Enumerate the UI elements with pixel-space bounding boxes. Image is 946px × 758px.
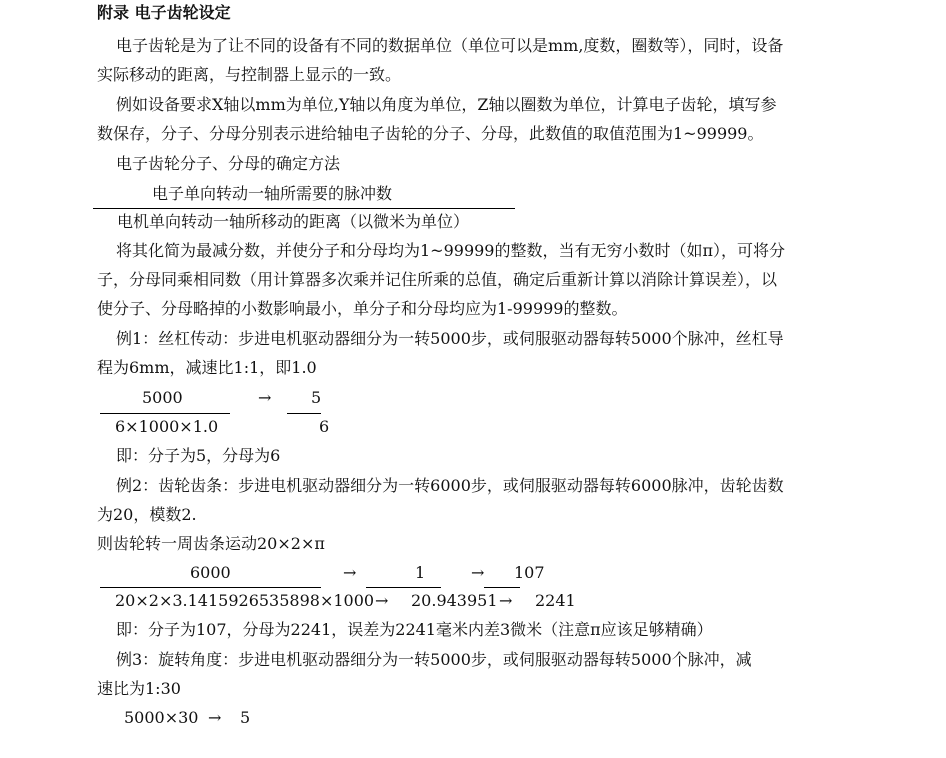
ex3-result-numerator: 5	[240, 708, 251, 727]
formula-numerator: 电子单向转动一轴所需要的脉冲数	[152, 184, 393, 203]
formula-denominator: 电机单向转动一轴所移动的距离（以微米为单位）	[117, 212, 470, 231]
ex1-arrow: →	[258, 388, 272, 407]
simplify-line-2: 子，分母同乘相同数（用计算器多次乘并记住所乘的总值，确定后重新计算以消除计算误差），以	[97, 270, 778, 289]
ex2-arrow-1b: →	[375, 591, 389, 610]
ex1-denominator: 6×1000×1.0	[115, 417, 219, 436]
ex2-mid-denominator: 20.943951	[411, 591, 498, 610]
ex2-numerator: 6000	[190, 563, 231, 582]
ex1-fraction-bar	[100, 413, 230, 414]
ex2-travel-line: 则齿轮转一周齿条运动20×2×π	[97, 534, 325, 553]
example-req-line-2: 数保存，分子、分母分别表示进给轴电子齿轮的分子、分母，此数值的取值范围为1~99999。	[97, 124, 764, 143]
ex2-arrow-2: →	[471, 563, 485, 582]
simplify-line-3: 使分子、分母略掉的小数影响最小，单分子和分母均应为1-99999的整数。	[97, 299, 628, 318]
ex2-result: 即：分子为107，分母为2241，误差为2241毫米内差3微米（注意π应该足够精确）	[116, 620, 713, 639]
simplify-line-1: 将其化简为最减分数，并使分子和分母均为1~99999的整数，当有无穷小数时（如π），可将分	[116, 241, 786, 260]
ex2-text-line-1: 例2：齿轮齿条：步进电机驱动器细分为一转6000步，或伺服驱动器每转6000脉冲，齿轮齿数	[116, 476, 784, 495]
formula-fraction-bar	[93, 208, 515, 209]
method-heading: 电子齿轮分子、分母的确定方法	[116, 154, 341, 173]
ex2-result-numerator: 107	[514, 563, 545, 582]
page-title: 附录 电子齿轮设定	[97, 3, 231, 22]
ex3-text-line-2: 速比为1:30	[97, 679, 181, 698]
ex2-denominator: 20×2×3.1415926535898×1000	[115, 591, 375, 610]
ex1-text-line-2: 程为6mm，减速比1:1，即1.0	[97, 358, 317, 377]
ex1-result-fraction-bar	[287, 413, 321, 414]
ex1-result-denominator: 6	[319, 417, 330, 436]
ex3-numerator: 5000×30	[124, 708, 199, 727]
ex2-arrow-2b: →	[499, 591, 513, 610]
ex2-result-denominator: 2241	[535, 591, 576, 610]
ex1-result: 即：分子为5，分母为6	[116, 446, 281, 465]
ex2-mid-fraction-bar	[366, 587, 441, 588]
ex2-result-fraction-bar	[484, 587, 520, 588]
ex2-text-line-2: 为20，模数2.	[97, 505, 197, 524]
ex3-arrow: →	[208, 708, 222, 727]
ex3-text-line-1: 例3：旋转角度：步进电机驱动器细分为一转5000步，或伺服驱动器每转5000个脉冲，减	[116, 650, 752, 669]
ex2-fraction-bar	[100, 587, 321, 588]
ex2-mid-numerator: 1	[415, 563, 426, 582]
example-req-line-1: 例如设备要求X轴以mm为单位,Y轴以角度为单位，Z轴以圈数为单位，计算电子齿轮，填写参	[116, 95, 777, 114]
ex1-result-numerator: 5	[311, 388, 322, 407]
ex1-text-line-1: 例1：丝杠传动：步进电机驱动器细分为一转5000步，或伺服驱动器每转5000个脉冲，丝杠导	[116, 329, 784, 348]
intro-line-2: 实际移动的距离，与控制器上显示的一致。	[97, 65, 402, 84]
ex2-arrow-1: →	[343, 563, 357, 582]
intro-line-1: 电子齿轮是为了让不同的设备有不同的数据单位（单位可以是mm,度数，圈数等），同时，设备	[116, 36, 784, 55]
ex1-numerator: 5000	[142, 388, 183, 407]
